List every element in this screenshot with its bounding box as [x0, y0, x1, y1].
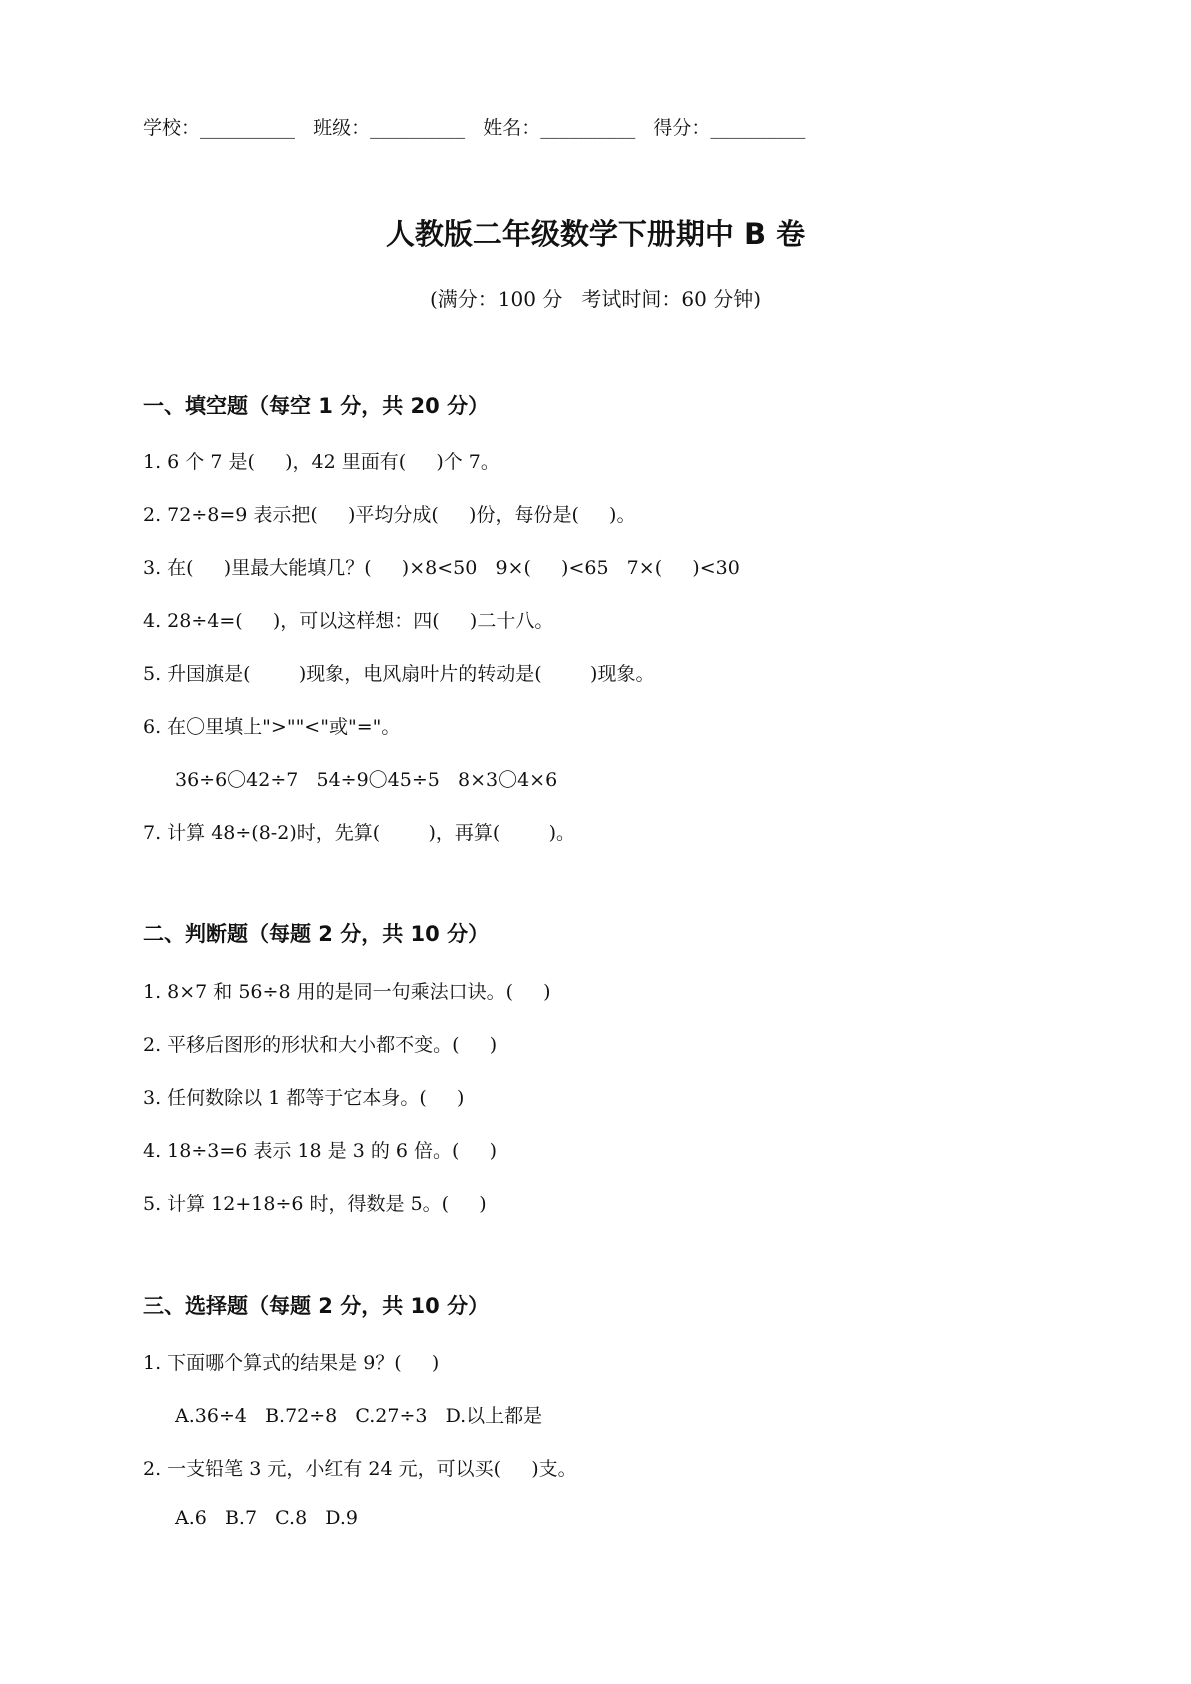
question-line: 5. 计算 12+18÷6 时，得数是 5。( ) [143, 1193, 487, 1215]
question-line: 1. 8×7 和 56÷8 用的是同一句乘法口诀。( ) [143, 981, 551, 1003]
section-heading-fill-blank: 一、填空题（每空 1 分，共 20 分） [143, 394, 490, 418]
question-subline: 36÷6〇42÷7 54÷9〇45÷5 8×3〇4×6 [175, 769, 558, 791]
section-heading-multiple-choice: 三、选择题（每题 2 分，共 10 分） [143, 1294, 490, 1318]
question-line: 3. 在( )里最大能填几？( )×8<50 9×( )<65 7×( )<30 [143, 557, 740, 579]
question-options: A.6 B.7 C.8 D.9 [175, 1507, 358, 1529]
question-line: 1. 下面哪个算式的结果是 9？( ) [143, 1352, 440, 1374]
question-line: 2. 平移后图形的形状和大小都不变。( ) [143, 1034, 498, 1056]
student-info-row: 学校：__________ 班级：__________ 姓名：__________ 得分：__________ [143, 117, 806, 139]
section-heading-true-false: 二、判断题（每题 2 分，共 10 分） [143, 922, 490, 946]
question-line: 4. 28÷4=( )，可以这样想：四( )二十八。 [143, 610, 554, 632]
question-line: 4. 18÷3=6 表示 18 是 3 的 6 倍。( ) [143, 1140, 498, 1162]
question-line: 3. 任何数除以 1 都等于它本身。( ) [143, 1087, 465, 1109]
question-line: 2. 72÷8=9 表示把( )平均分成( )份，每份是( )。 [143, 504, 636, 526]
page-title: 人教版二年级数学下册期中 B 卷 [385, 217, 806, 251]
question-line: 6. 在〇里填上">""<"或"="。 [143, 716, 401, 738]
question-line: 5. 升国旗是( )现象，电风扇叶片的转动是( )现象。 [143, 663, 655, 685]
question-options: A.36÷4 B.72÷8 C.27÷3 D.以上都是 [175, 1405, 543, 1427]
question-line: 7. 计算 48÷(8-2)时，先算( )，再算( )。 [143, 822, 576, 844]
question-line: 1. 6 个 7 是( )，42 里面有( )个 7。 [143, 451, 500, 473]
question-line: 2. 一支铅笔 3 元，小红有 24 元，可以买( )支。 [143, 1458, 577, 1480]
page-subtitle: (满分：100 分 考试时间：60 分钟) [429, 287, 761, 311]
